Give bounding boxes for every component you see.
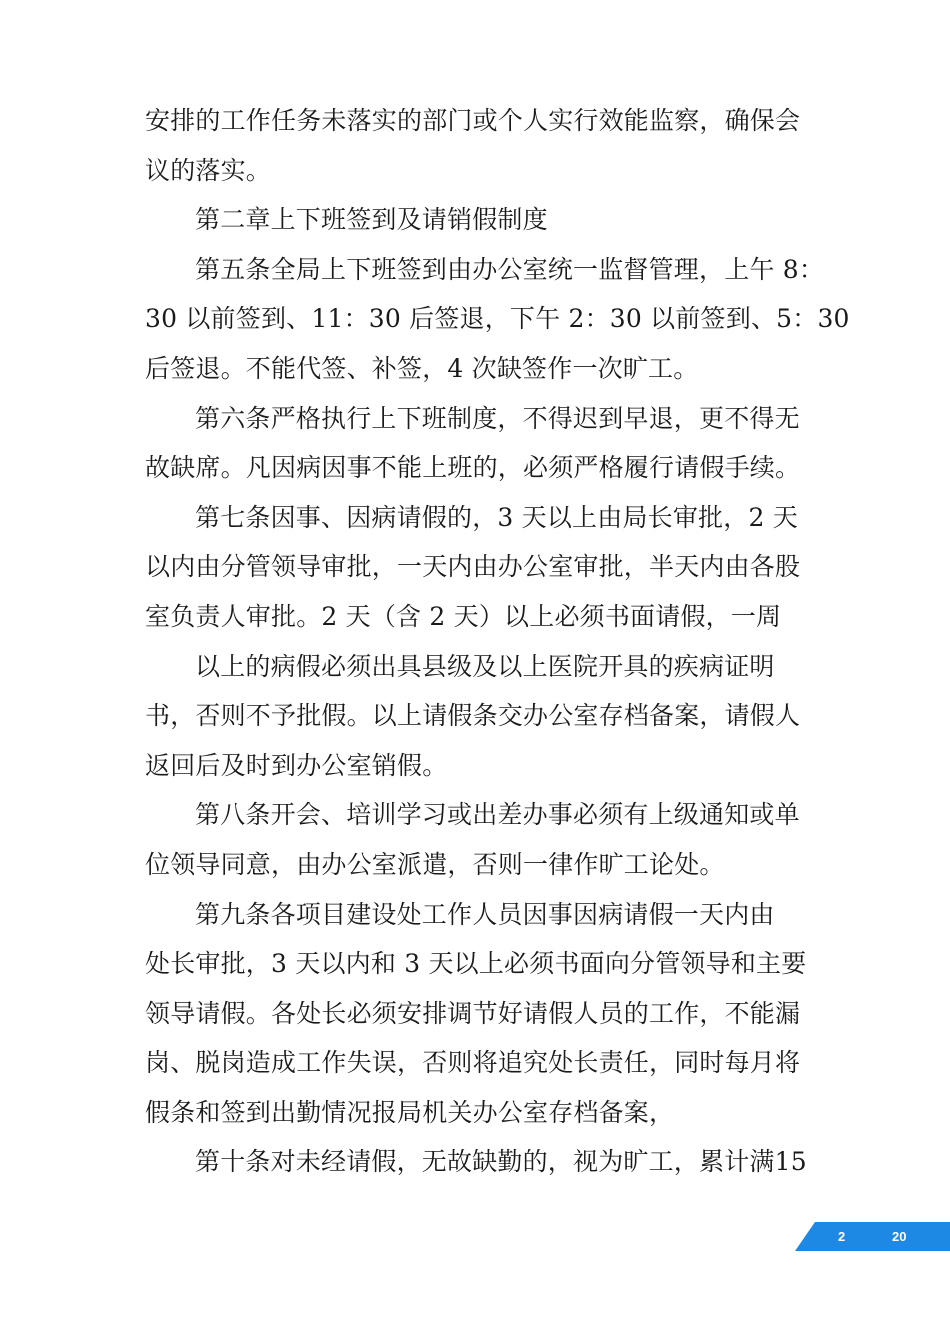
text-line: 后签退。不能代签、补签，4 次缺签作一次旷工。 (145, 353, 699, 383)
article-8-text: 第八条开会、培训学习或出差办事必须有上级通知或单 (195, 800, 800, 830)
text-line: 领导请假。各处长必须安排调节好请假人员的工作，不能漏 (145, 998, 801, 1028)
text-line: 位领导同意，由办公室派遣，否则一律作旷工论处。 (145, 849, 725, 879)
text-line: 30 以前签到、11：30 后签退，下午 2：30 以前签到、5：30 (145, 304, 850, 334)
page-total: 20 (892, 1229, 907, 1244)
article-5-text: 第五条全局上下班签到由办公室统一监督管理，上午 8： (195, 254, 825, 284)
text-line: 岗、脱岗造成工作失误，否则将追究处长责任，同时每月将 (145, 1048, 801, 1078)
text-line: 返回后及时到办公室销假。 (145, 750, 448, 780)
text-line: 议的落实。 (145, 155, 272, 185)
chapter-heading: 第二章上下班签到及请销假制度 (195, 205, 548, 235)
text-line: 书，否则不予批假。以上请假条交办公室存档备案，请假人 (145, 701, 801, 731)
text-line: 以上的病假必须出具县级及以上医院开具的疾病证明 (195, 651, 775, 681)
article-9-text: 第九条各项目建设处工作人员因事因病请假一天内由 (195, 899, 775, 929)
text-line: 处长审批，3 天以内和 3 天以上必须书面向分管领导和主要 (145, 949, 807, 979)
page-number: 2 (838, 1229, 846, 1244)
article-10-text: 第十条对未经请假，无故缺勤的，视为旷工，累计满15 (195, 1147, 807, 1177)
article-7-text: 第七条因事、因病请假的，3 天以上由局长审批，2 天 (195, 502, 798, 532)
document-body (145, 96, 850, 1187)
text-line: 假条和签到出勤情况报局机关办公室存档备案， (145, 1097, 675, 1127)
text-line: 安排的工作任务未落实的部门或个人实行效能监察，确保会 (145, 106, 801, 135)
article-6-text: 第六条严格执行上下班制度，不得迟到早退，更不得无 (195, 403, 800, 433)
page-footer-band (795, 1222, 950, 1251)
text-line: 以内由分管领导审批，一天内由办公室审批，半天内由各股 (145, 552, 801, 582)
text-line: 故缺席。凡因病因事不能上班的，必须严格履行请假手续。 (145, 453, 801, 483)
text-line: 室负责人审批。2 天（含 2 天）以上必须书面请假，一周 (145, 601, 782, 631)
